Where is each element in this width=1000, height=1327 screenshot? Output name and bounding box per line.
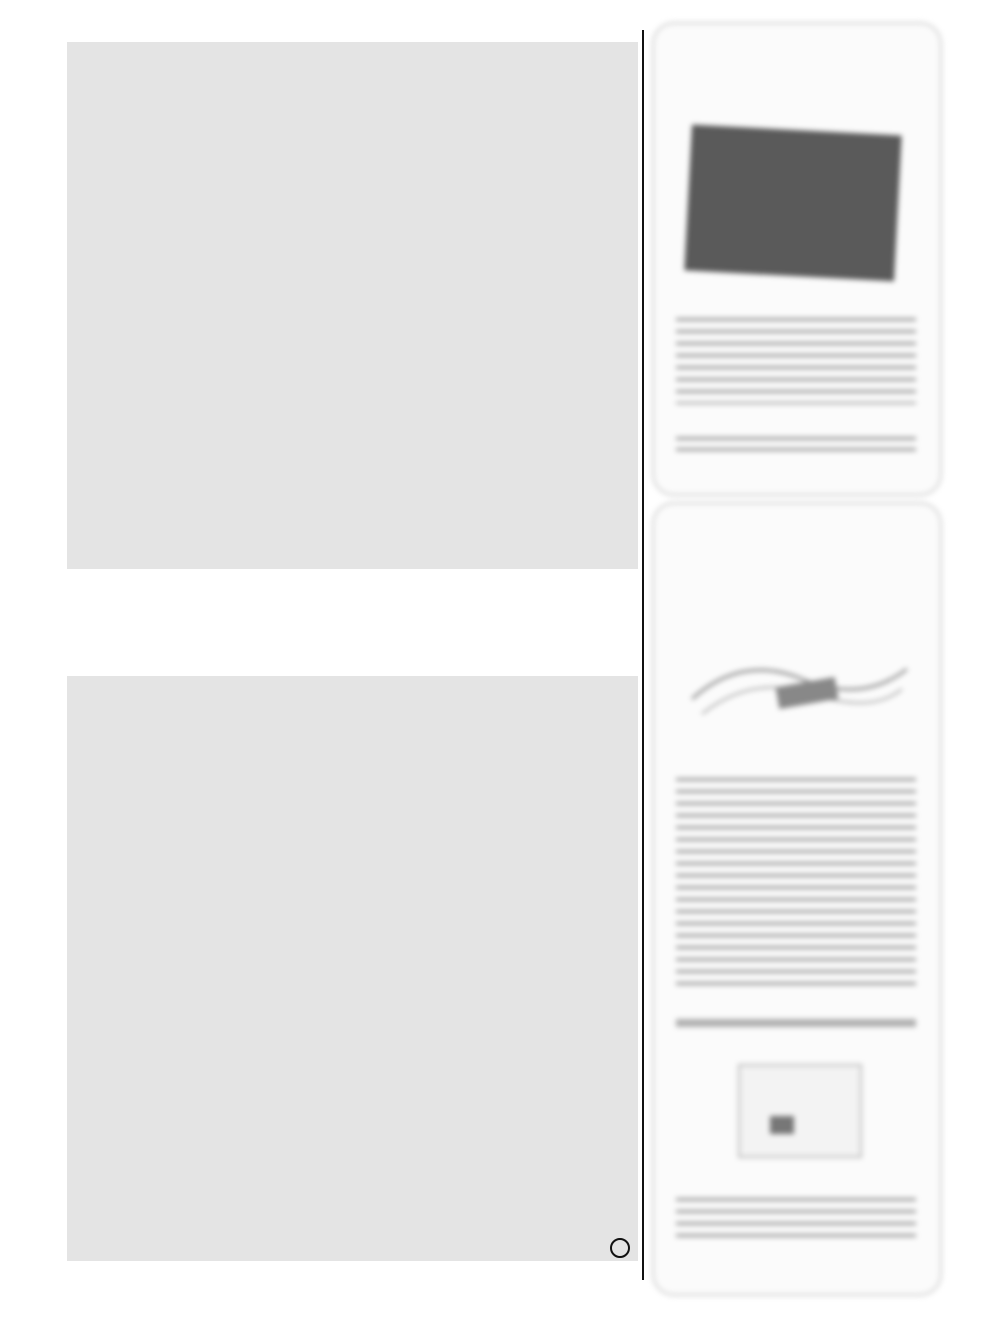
figure-panel-bottom bbox=[67, 676, 638, 1261]
sidebar-advertisements bbox=[652, 22, 940, 1287]
ad-price-line bbox=[676, 1019, 916, 1027]
ad-price-list bbox=[676, 434, 916, 456]
advertisement-printer-interface bbox=[652, 502, 942, 1296]
cable-illustration bbox=[682, 644, 912, 734]
ad-body-text bbox=[676, 774, 916, 989]
copyright-icon bbox=[610, 1238, 630, 1258]
product-photo bbox=[684, 125, 901, 282]
column-divider bbox=[642, 30, 644, 1280]
kaleidoscope-figures-top bbox=[67, 42, 638, 569]
cable-drawing bbox=[682, 644, 912, 734]
figure-panel-top bbox=[67, 42, 638, 569]
ad-body-text bbox=[676, 314, 916, 404]
logo-mark bbox=[770, 1116, 794, 1134]
kaleidoscope-figures-bottom bbox=[67, 676, 638, 1261]
advertisement-io-board bbox=[652, 22, 942, 496]
company-address bbox=[676, 1194, 916, 1244]
dealer-logo bbox=[738, 1064, 862, 1158]
